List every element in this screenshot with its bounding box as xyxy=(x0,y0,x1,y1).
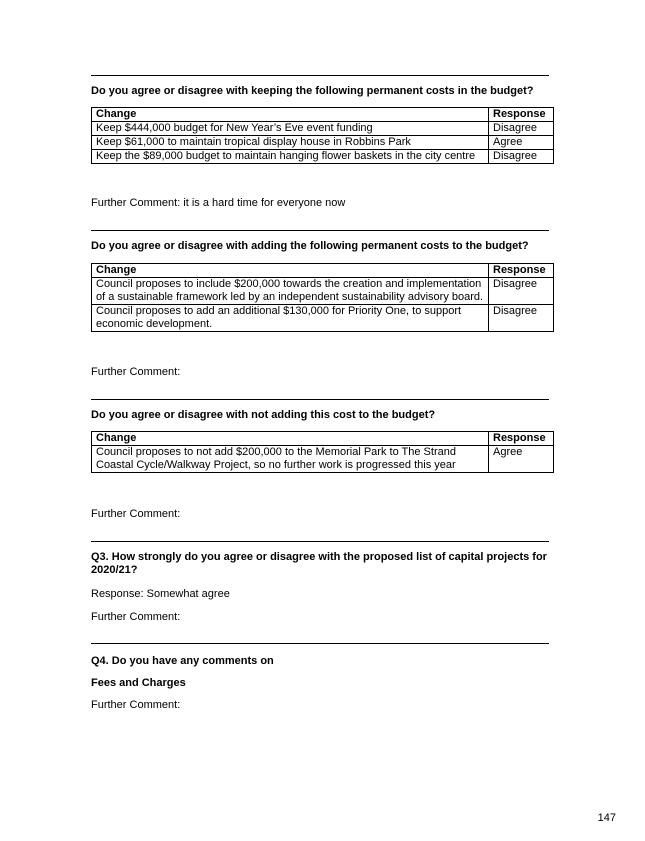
column-header-change: Change xyxy=(92,264,489,278)
divider xyxy=(91,75,549,76)
table-header-row xyxy=(92,264,554,278)
response-cell: Agree xyxy=(489,136,554,150)
divider xyxy=(91,399,549,400)
change-cell: Council proposes to add an additional $130,000 for Priority One, to support economic development. xyxy=(92,305,489,332)
adding-costs-table xyxy=(91,263,554,332)
not-adding-cost-table xyxy=(91,431,554,473)
further-comment: Further Comment: xyxy=(91,611,181,623)
table-row xyxy=(92,278,554,305)
change-cell: Council proposes to include $200,000 towards the creation and implementation of a sustainable framework led by an independent sustainability advisory board. xyxy=(92,278,489,305)
further-comment: Further Comment: xyxy=(91,699,181,711)
column-header-response: Response xyxy=(489,432,554,446)
q3-question: Q3. How strongly do you agree or disagree with the proposed list of capital projects for 2020/21? xyxy=(91,551,547,576)
change-cell: Keep $61,000 to maintain tropical display house in Robbins Park xyxy=(92,136,489,150)
response-cell: Disagree xyxy=(489,122,554,136)
question-keeping-costs: Do you agree or disagree with keeping the following permanent costs in the budget? xyxy=(91,85,534,97)
table-row xyxy=(92,150,554,164)
response-cell: Disagree xyxy=(489,305,554,332)
column-header-response: Response xyxy=(489,108,554,122)
column-header-response: Response xyxy=(489,264,554,278)
table-header-row xyxy=(92,108,554,122)
question-adding-costs: Do you agree or disagree with adding the following permanent costs to the budget? xyxy=(91,240,529,252)
table-row xyxy=(92,136,554,150)
further-comment: Further Comment: xyxy=(91,508,181,520)
change-cell: Council proposes to not add $200,000 to the Memorial Park to The Strand Coastal Cycle/Walkway Project, so no further work is progressed this year xyxy=(92,446,489,473)
column-header-change: Change xyxy=(92,432,489,446)
change-cell: Keep $444,000 budget for New Year’s Eve event funding xyxy=(92,122,489,136)
further-comment: Further Comment: it is a hard time for everyone now xyxy=(91,197,346,209)
q4-question: Q4. Do you have any comments on xyxy=(91,655,274,667)
keeping-costs-table xyxy=(91,107,554,164)
change-cell: Keep the $89,000 budget to maintain hanging flower baskets in the city centre xyxy=(92,150,489,164)
table-header-row xyxy=(92,432,554,446)
divider xyxy=(91,541,549,542)
question-not-adding-cost: Do you agree or disagree with not adding this cost to the budget? xyxy=(91,409,436,421)
table-row xyxy=(92,122,554,136)
response-cell: Disagree xyxy=(489,150,554,164)
q3-response: Response: Somewhat agree xyxy=(91,588,230,600)
divider xyxy=(91,643,549,644)
response-cell: Agree xyxy=(489,446,554,473)
table-row xyxy=(92,446,554,473)
column-header-change: Change xyxy=(92,108,489,122)
response-cell: Disagree xyxy=(489,278,554,305)
page-number: 147 xyxy=(597,812,616,824)
further-comment: Further Comment: xyxy=(91,366,181,378)
q4-subheading: Fees and Charges xyxy=(91,677,186,689)
table-row xyxy=(92,305,554,332)
divider xyxy=(91,230,549,231)
